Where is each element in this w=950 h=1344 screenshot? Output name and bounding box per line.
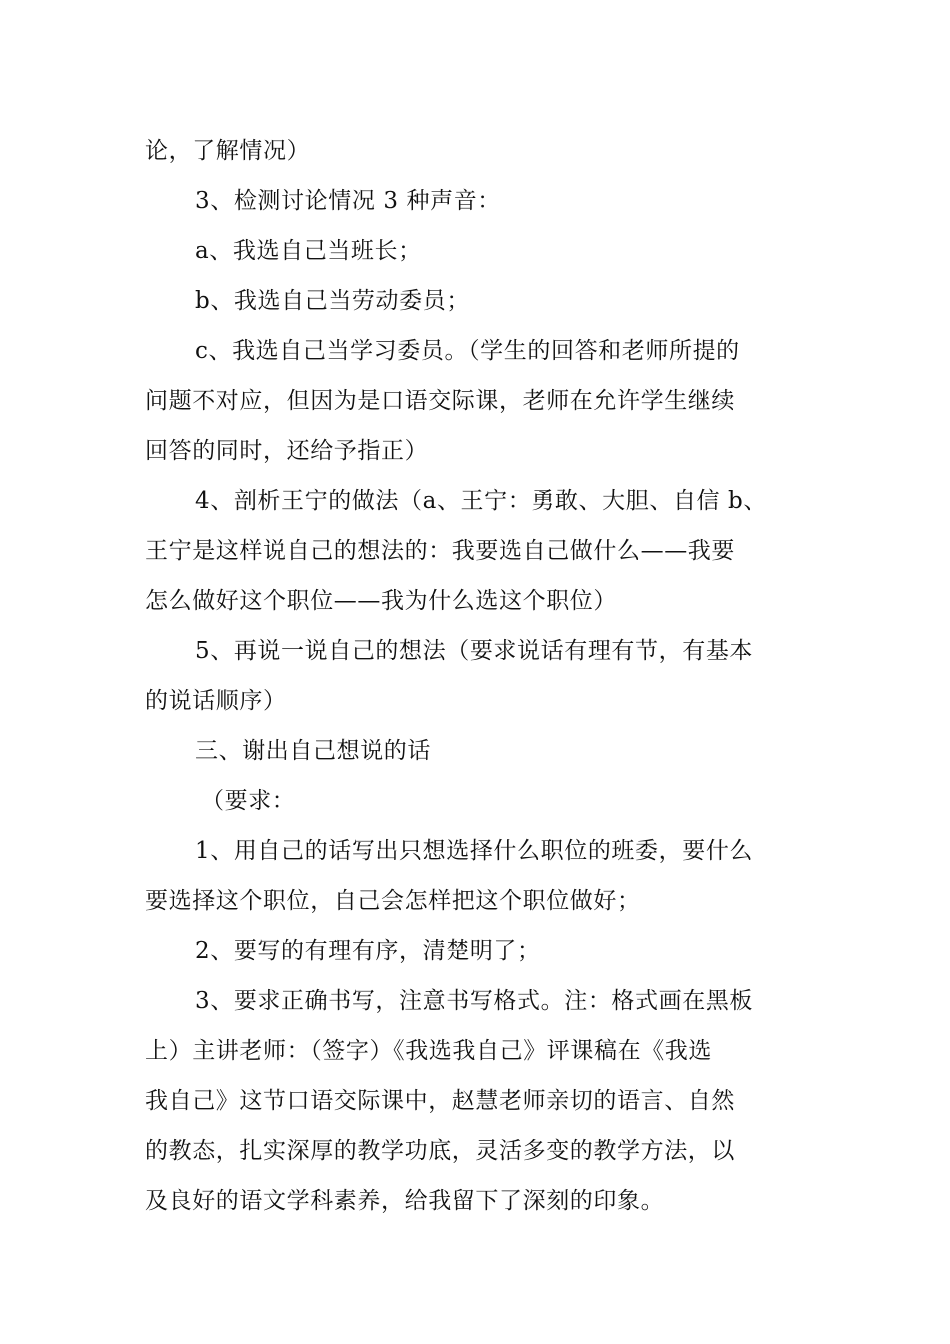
text-line: 的教态，扎实深厚的教学功底，灵活多变的教学方法，以	[145, 1138, 735, 1164]
text-line: a、我选自己当班长；	[195, 238, 422, 264]
text-line: c、我选自己当学习委员。（学生的回答和老师所提的	[195, 338, 740, 364]
text-line: 三、谢出自己想说的话	[195, 738, 431, 764]
text-line: 王宁是这样说自己的想法的：我要选自己做什么——我要	[145, 538, 735, 564]
text-line: 3、要求正确书写，注意书写格式。注：格式画在黑板	[195, 988, 754, 1014]
text-line: （要求：	[201, 788, 296, 814]
document-body	[145, 126, 807, 1226]
text-line: 2、要写的有理有序，清楚明了；	[195, 938, 541, 964]
text-line: b、我选自己当劳动委员；	[195, 288, 470, 314]
text-line: 我自己》这节口语交际课中，赵慧老师亲切的语言、自然	[145, 1088, 735, 1114]
text-line: 3、检测讨论情况 3 种声音：	[195, 188, 501, 214]
text-line: 问题不对应，但因为是口语交际课，老师在允许学生继续	[145, 388, 735, 414]
text-line: 1、用自己的话写出只想选择什么职位的班委，要什么	[195, 838, 754, 864]
text-line: 的说话顺序）	[145, 688, 287, 714]
text-line: 论，了解情况）	[145, 138, 311, 164]
text-line: 回答的同时，还给予指正）	[145, 438, 429, 464]
text-line: 5、再说一说自己的想法（要求说话有理有节，有基本	[195, 638, 754, 664]
text-line: 及良好的语文学科素养，给我留下了深刻的印象。	[145, 1188, 665, 1214]
text-line: 怎么做好这个职位——我为什么选这个职位）	[145, 588, 617, 614]
text-line: 上）主讲老师：（签字）《我选我自己》评课稿在《我选	[145, 1038, 712, 1064]
text-line: 4、剖析王宁的做法（a、王宁：勇敢、大胆、自信 b、	[195, 488, 767, 514]
text-line: 要选择这个职位，自己会怎样把这个职位做好；	[145, 888, 641, 914]
